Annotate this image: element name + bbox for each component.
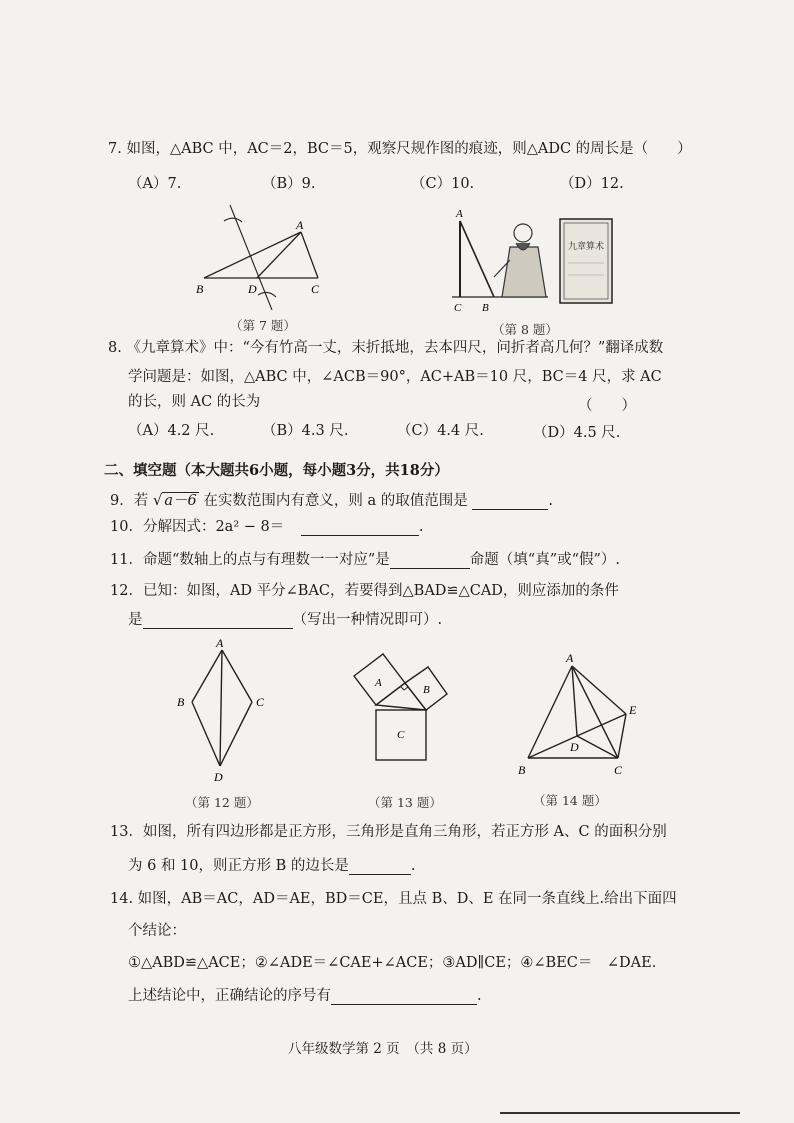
q14-line3: ①△ABD≌△ACE；②∠ADE＝∠CAE+∠ACE；③AD∥CE；④∠BEC＝ ∠DAE. [128, 955, 657, 971]
q10 [110, 519, 423, 536]
q7-label-a: A [296, 218, 304, 232]
f14-label-c: C [614, 763, 623, 777]
sqrt-icon: √ [152, 491, 163, 509]
f13-label-a: A [375, 677, 382, 689]
q10-pre: 10．分解因式：2a² − 8＝ [110, 519, 285, 535]
q8-option-a: （A）4.2 尺. [128, 423, 215, 439]
q11 [110, 552, 620, 569]
q7-option-d: （D）12. [560, 176, 624, 192]
q12-post: （写出一种情况即可）. [292, 612, 443, 628]
q9-post: 在实数范围内有意义，则 a 的取值范围是 [203, 493, 468, 509]
q9-radicand: a－6 [164, 493, 197, 509]
fig13 [350, 650, 455, 770]
q12-answer-blank[interactable] [143, 614, 293, 629]
q7-figure [190, 195, 340, 310]
q13-pre: 为 6 和 10，则正方形 B 的边长是 [128, 858, 349, 874]
q14-line4 [128, 988, 482, 1005]
q7-stem: 7. 如图，△ABC 中，AC＝2，BC＝5，观察尺规作图的痕迹，则△ADC 的周长是（ ） [108, 141, 692, 157]
q7-label-b: B [196, 282, 204, 296]
q8-label-b: B [482, 302, 489, 314]
q13-line1: 13．如图，所有四边形都是正方形，三角形是直角三角形，若正方形 A、C 的面积分别 [110, 824, 667, 840]
scholar-head [514, 224, 532, 242]
book-title: 九章算术 [568, 241, 605, 251]
q8-figure [448, 205, 623, 317]
q7-label-c: C [311, 282, 320, 296]
book-icon [560, 219, 612, 303]
q7-option-a: （A）7. [128, 176, 182, 192]
fig14-caption: （第 14 题） [533, 793, 607, 808]
q8-caption: （第 8 题） [492, 322, 558, 337]
q10-end: . [418, 519, 424, 535]
q14-answer-blank[interactable] [331, 990, 477, 1005]
f14-label-a: A [566, 651, 574, 665]
q7-caption: （第 7 题） [230, 318, 296, 333]
bottom-rule [500, 1112, 740, 1114]
q8-option-d: （D）4.5 尺. [533, 425, 621, 441]
f12-label-b: B [177, 695, 185, 709]
q8-label-c: C [454, 302, 462, 314]
q11-pre: 11．命题“数轴上的点与有理数一一对应”是 [110, 552, 390, 568]
q13-line2 [128, 858, 416, 875]
fig14 [510, 648, 650, 778]
page-footer: 八年级数学第 2 页 （共 8 页） [288, 1041, 478, 1057]
f14-label-e: E [629, 703, 637, 717]
q8-line2: 学问题是：如图，△ABC 中，∠ACB＝90°，AC+AB＝10 尺，BC＝4 尺，求 AC [128, 369, 662, 385]
q12-line2 [128, 612, 442, 629]
f13-label-b: B [423, 684, 430, 696]
q13-answer-blank[interactable] [349, 860, 411, 875]
q10-answer-blank[interactable] [301, 521, 419, 536]
q12-pre: 是 [128, 612, 143, 628]
q9 [110, 491, 553, 510]
f14-label-d: D [570, 740, 579, 754]
q8-line3: 的长，则 AC 的长为 [128, 394, 261, 410]
q14-line2: 个结论： [128, 923, 186, 939]
q11-post: 命题（填“真”或“假”）. [469, 552, 621, 568]
q7-option-c: （C）10. [411, 176, 475, 192]
q12-line1: 12．已知：如图，AD 平分∠BAC，若要得到△BAD≌△CAD，则应添加的条件 [110, 583, 619, 599]
q14-line1: 14. 如图，AB＝AC，AD＝AE，BD＝CE，且点 B、D、E 在同一条直线上.给出下面四 [110, 891, 677, 907]
f12-label-c: C [256, 695, 265, 709]
f12-label-a: A [216, 636, 224, 650]
q9-pre: 9．若 [110, 493, 149, 509]
q8-label-a: A [456, 208, 463, 220]
q13-end: . [410, 858, 416, 874]
scholar-robe [502, 247, 546, 297]
q11-answer-blank[interactable] [390, 554, 470, 569]
q8-line1: 8. 《九章算术》中：“今有竹高一丈，末折抵地，去本四尺，问折者高几何？”翻译成数 [108, 340, 664, 356]
f14-label-b: B [518, 763, 526, 777]
f12-label-d: D [214, 770, 223, 784]
q14-pre: 上述结论中，正确结论的序号有 [128, 988, 331, 1004]
fig12 [170, 636, 280, 784]
q7-label-d: D [248, 282, 257, 296]
fig13-caption: （第 13 题） [368, 795, 442, 810]
section-title: 二、填空题（本大题共6小题，每小题3分，共18分） [104, 462, 449, 479]
q9-answer-blank[interactable] [472, 495, 548, 510]
q8-option-b: （B）4.3 尺. [262, 423, 349, 439]
q8-option-c: （C）4.4 尺. [397, 423, 484, 439]
fig12-caption: （第 12 题） [185, 795, 259, 810]
q8-answer-paren: （ ） [578, 398, 636, 414]
f13-label-c: C [397, 729, 405, 741]
q9-end: . [548, 493, 553, 509]
q7-option-b: （B）9. [262, 176, 316, 192]
q14-end: . [477, 988, 482, 1004]
